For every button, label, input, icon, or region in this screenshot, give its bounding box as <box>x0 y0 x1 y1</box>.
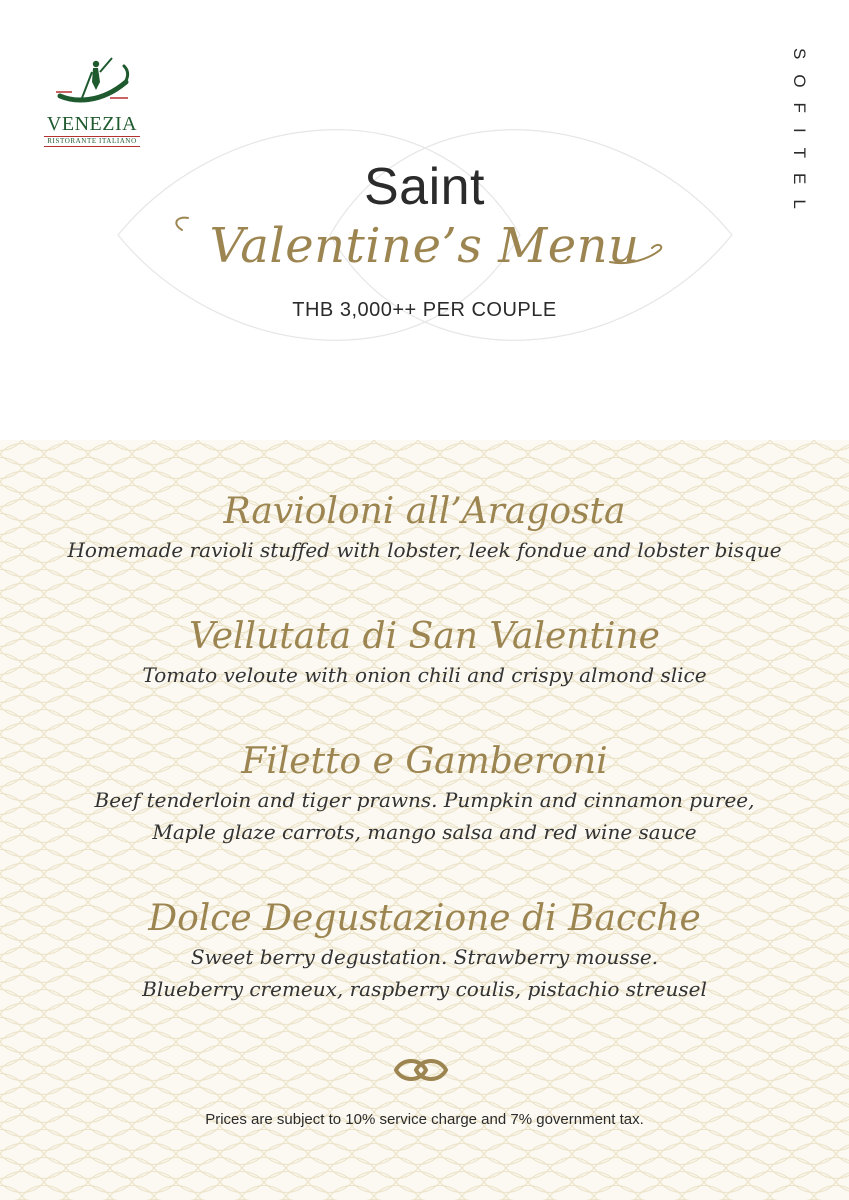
logo-name: VENEZIA <box>46 113 138 135</box>
course-title: Filetto e Gamberoni <box>241 741 608 782</box>
course-description-line: Tomato veloute with onion chili and crispy almond slice <box>142 663 707 687</box>
price-per-couple: THB 3,000++ PER COUPLE <box>292 299 557 321</box>
logo-subtitle: RISTORANTE ITALIANO <box>44 136 140 147</box>
header-section <box>0 0 849 440</box>
course-item <box>0 490 849 566</box>
course-item <box>0 897 849 1005</box>
course-description-line: Blueberry cremeux, raspberry coulis, pistachio streusel <box>142 977 707 1001</box>
course-item <box>0 615 849 691</box>
venezia-logo <box>40 52 144 148</box>
course-title: Dolce Degustazione di Bacche <box>148 898 701 939</box>
course-item <box>0 740 849 848</box>
course-description-line: Homemade ravioli stuffed with lobster, leek fondue and lobster bisque <box>67 538 782 562</box>
brand-name: SOFITEL <box>790 48 809 224</box>
tax-note: Prices are subject to 10% service charge and 7% government tax. <box>205 1111 644 1128</box>
course-title: Vellutata di San Valentine <box>189 616 660 657</box>
title-line-2: Valentine’s Menu <box>209 218 640 274</box>
gondolier-icon <box>52 52 132 112</box>
course-description-line: Beef tenderloin and tiger prawns. Pumpkin and cinnamon puree, <box>94 788 755 812</box>
course-title: Ravioloni all’Aragosta <box>223 491 626 532</box>
title-line-1: Saint <box>363 158 486 216</box>
course-description-line: Maple glaze carrots, mango salsa and red wine sauce <box>152 820 697 844</box>
course-description-line: Sweet berry degustation. Strawberry mousse. <box>190 945 659 969</box>
rings-icon <box>393 1054 449 1086</box>
